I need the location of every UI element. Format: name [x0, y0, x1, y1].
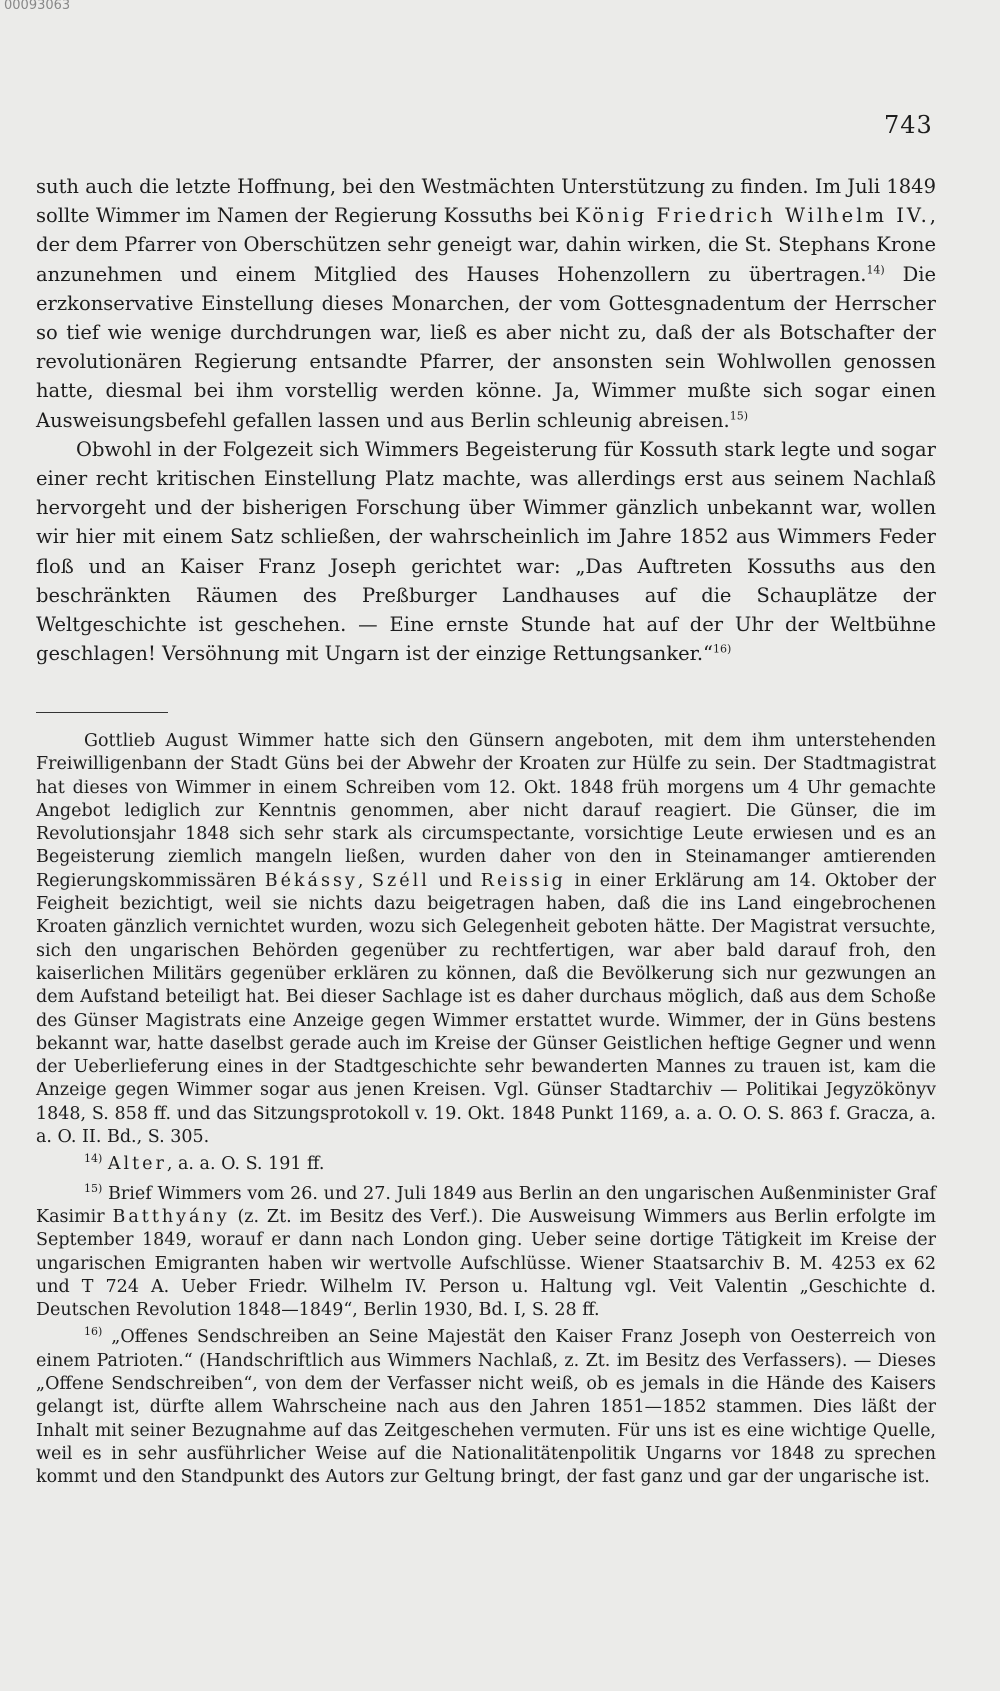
- name-alter: Alter: [107, 1154, 167, 1175]
- name-reissig: Reissig: [480, 870, 566, 891]
- footnote-13-text-a: Gottlieb August Wimmer hatte sich den Günsern angeboten, mit dem ihm unterstehenden Freiwilligenbann der Stadt Güns bei der Abwehr der Kroaten zur Hülfe zu sein. Der Stadtmagistrat hat dieses von Wimmer in einem Schreiben vom 12. Okt. 1848 früh morgens um 4 Uhr gemachte Angebot lediglich zur Kenntnis genommen, aber nicht darauf reagiert. Die Günser, die im Revolutionsjahr 1848 sich sehr stark als circumspectante, vorsichtige Leute erwiesen und es an Begeisterung ziemlich mangeln ließen, wurden daher von den in Steinamanger amtierenden Regierungskommissären: [36, 731, 936, 891]
- footnote-15-mark: 15): [84, 1181, 103, 1195]
- name-szell: Széll: [372, 870, 430, 891]
- paragraph-1-text-a: suth auch die letzte Hoffnung, bei den Westmächten Unterstützung zu finden. Im Juli 1849 sollte Wimmer im Namen der Regierung Kossuths bei: [36, 175, 936, 228]
- footnote-16-mark: 16): [84, 1325, 103, 1339]
- footnote-16-text: „Offenes Sendschreiben an Seine Majestät den Kaiser Franz Joseph von Oesterreich von einem Patrioten.“ (Handschriftlich aus Wimmers Nachlaß, z. Zt. im Besitz des Verfassers). — Dieses „Offene Sendschreiben“, von dem der Verfasser nicht weiß, ob es jemals in die Hände des Kaisers gelangt ist, dürfte allem Wahrscheine nach aus den Jahren 1851—1852 stammen. Dies läßt der Inhalt mit seiner Bezugnahme auf das Zeitgeschehen vermuten. Für uns ist es eine wichtige Quelle, weil es in sehr ausführlicher Weise auf die Nationalitätenpolitik Ungarns vor 1848 zu sprechen kommt und den Standpunkt des Autors zur Geltung bringt, der fast ganz und gar der ungarische ist.: [36, 1327, 936, 1488]
- footnote-16: [36, 1326, 936, 1489]
- paragraph-2: [36, 435, 936, 669]
- footnote-14: [36, 1153, 936, 1176]
- name-bekassy: Békássy: [264, 870, 358, 891]
- paragraph-1: [36, 172, 936, 435]
- footnote-ref-14[interactable]: 14): [866, 263, 885, 277]
- paragraph-1-text-c: Die erzkonservative Einstellung dieses Monarchen, der vom Gottesgnadentum der Herrscher so tief wie wenige durchdrungen war, ließ es aber nicht zu, daß der als Botschafter der revolutionären Regierung entsandte Pfarrer, der ansonsten sein Wohlwollen genossen hatte, diesmal bei ihm vorstellig werden könne. Ja, Wimmer mußte sich sogar einen Ausweisungsbefehl gefallen lassen und aus Berlin schleunig abreisen.: [36, 262, 936, 432]
- name-batthyany: Batthyány: [112, 1206, 230, 1227]
- footnote-divider: [36, 712, 168, 713]
- footnotes: [36, 730, 936, 1490]
- footnote-14-text: , a. a. O. S. 191 ff.: [166, 1154, 325, 1175]
- paragraph-2-text: Obwohl in der Folgezeit sich Wimmers Begeisterung für Kossuth stark legte und sogar einer recht kritischen Einstellung Platz machte, was allerdings erst aus seinem Nachlaß hervorgeht und der bisherigen Forschung über Wimmer gänzlich unbekannt war, wollen wir hier mit einem Satz schließen, der wahrscheinlich im Jahre 1852 aus Wimmers Feder floß und an Kaiser Franz Joseph gerichtet war: „Das Auftreten Kossuths aus den beschränkten Räumen des Preßburger Landhauses auf die Schauplätze der Weltgeschichte ist geschehen. — Eine ernste Stunde hat auf der Uhr der Weltbühne geschlagen! Versöhnung mit Ungarn ist der einzige Rettungsanker.“: [36, 437, 936, 666]
- footnote-15-text-a: Brief Wimmers vom 26. und 27. Juli 1849 aus Berlin an den ungarischen Außenminister Graf Kasimir: [36, 1183, 936, 1227]
- footnote-13: [36, 730, 936, 1149]
- separator: ,: [357, 870, 373, 891]
- king-name: König Friedrich Wilhelm IV.: [575, 204, 930, 228]
- footnote-14-mark: 14): [84, 1152, 103, 1166]
- footnote-ref-15[interactable]: 15): [729, 409, 749, 423]
- paragraph-1-text-b: , der dem Pfarrer von Oberschützen sehr geneigt war, dahin wirken, die St. Stephans Krone anzunehmen und einem Mitglied des Hauses Hohenzollern zu übertragen.: [36, 204, 936, 286]
- footnote-ref-16[interactable]: 16): [713, 642, 732, 656]
- scan-id-mark: 00093063: [4, 0, 71, 12]
- separator: und: [429, 870, 481, 891]
- main-text: [36, 172, 936, 668]
- footnote-15: [36, 1183, 936, 1323]
- footnote-15-text-b: (z. Zt. im Besitz des Verf.). Die Ausweisung Wimmers aus Berlin erfolgte im September 1849, worauf er dann nach London ging. Ueber seine dortige Tätigkeit im Kreise der ungarischen Emigranten haben wir wertvolle Aufschlüsse. Wiener Staatsarchiv B. M. 4253 ex 62 und T 724 A. Ueber Friedr. Wilhelm IV. Person u. Haltung vgl. Veit Valentin „Geschichte d. Deutschen Revolution 1848—1849“, Berlin 1930, Bd. I, S. 28 ff.: [36, 1206, 936, 1321]
- page-number: 743: [884, 111, 933, 139]
- footnote-13-text-b: in einer Erklärung am 14. Oktober der Feigheit bezichtigt, weil sie nichts dazu beigetragen haben, daß die ins Land eingebrochenen Kroaten gänzlich vernichtet wurden, wozu sich Gelegenheit geboten hätte. Der Magistrat versuchte, sich den ungarischen Behörden gegenüber zu rechtfertigen, war aber bald darauf froh, den kaiserlichen Militärs gegenüber erklären zu können, daß die Bevölkerung sich nur gezwungen an dem Aufstand beteiligt hat. Bei dieser Sachlage ist es daher durchaus möglich, daß aus dem Schoße des Günser Magistrats eine Anzeige gegen Wimmer erstattet wurde. Wimmer, der in Güns bestens bekannt war, hatte daselbst gerade auch im Kreise der Günser Geistlichen heftige Gegner und wenn der Ueberlieferung eines in der Stadtgeschichte sehr bewanderten Mannes zu trauen ist, kam die Anzeige gegen Wimmer sogar aus jenen Kreisen. Vgl. Günser Stadtarchiv — Politikai Jegyzökönyv 1848, S. 858 ff. und das Sitzungsprotokoll v. 19. Okt. 1848 Punkt 1169, a. a. O. O. S. 863 f. Gracza, a. a. O. II. Bd., S. 305.: [36, 870, 936, 1148]
